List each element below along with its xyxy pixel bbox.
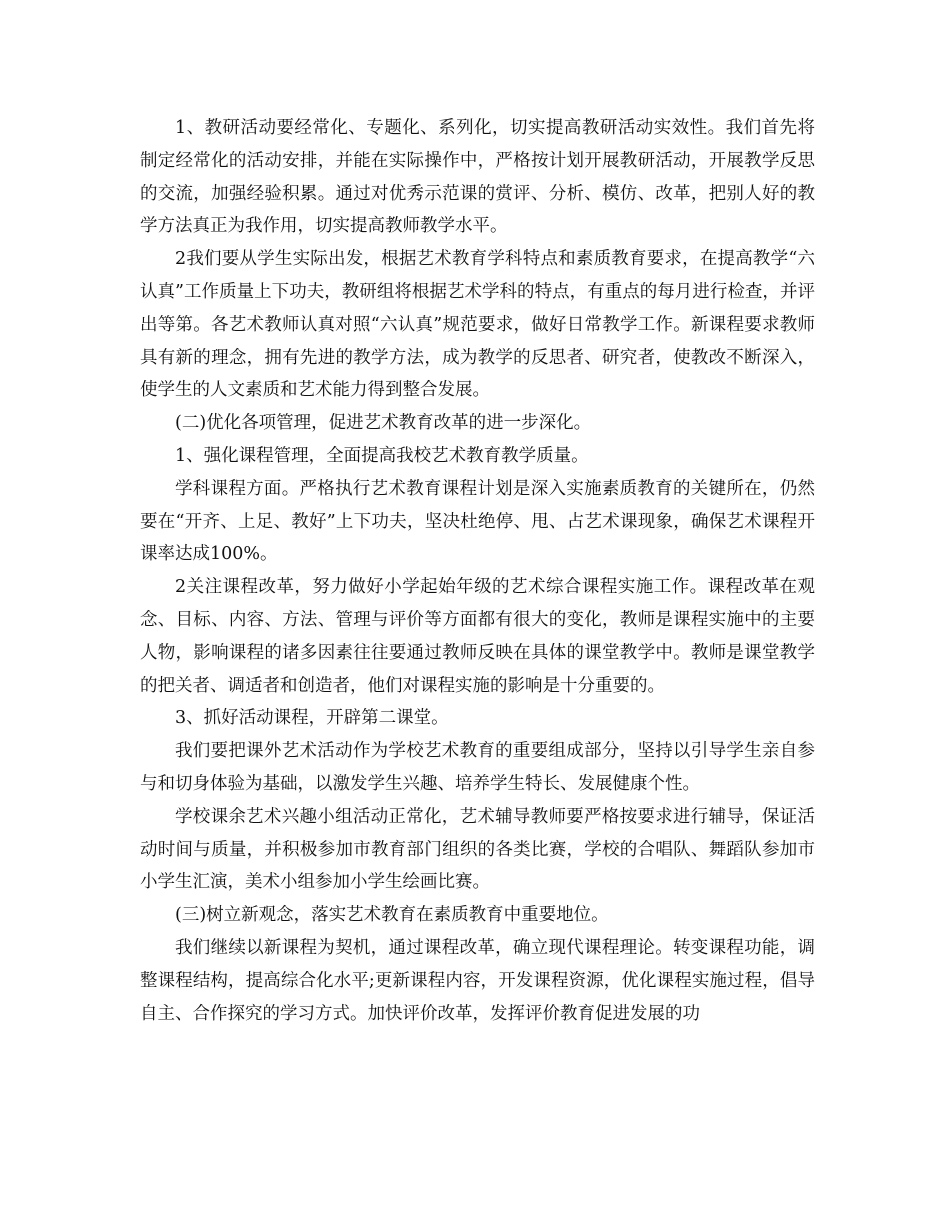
subheading-3: 3、抓好活动课程，开辟第二课堂。 [175, 708, 449, 729]
paragraph-1: 1、教研活动要经常化、专题化、系列化，切实提高教研活动实效性。我们首先将制定经常化的活动安排，并能在实际操作中，严格按计划开展教研活动，开展教学反思的交流，加强经验积累。通过对优秀示范课的赏评、分析、模仿、改革，把别人好的教学方法真正为我作用，切实提高教师教学水平。 [140, 118, 815, 237]
paragraph-4: 2关注课程改革，努力做好小学起始年级的艺术综合课程实施工作。课程改革在观念、目标、内容、方法、管理与评价等方面都有很大的变化，教师是课程实施中的主要人物，影响课程的诸多因素往往要通过教师反映在具体的课堂教学中。教师是课堂教学的把关者、调适者和创造者，他们对课程实施的影响是十分重要的。 [140, 577, 815, 696]
paragraph-5: 我们要把课外艺术活动作为学校艺术教育的重要组成部分，坚持以引导学生亲自参与和切身体验为基础，以激发学生兴趣、培养学生特长、发展健康个性。 [140, 741, 815, 794]
paragraph-6: 学校课余艺术兴趣小组活动正常化，艺术辅导教师要严格按要求进行辅导，保证活动时间与质量，并积极参加市教育部门组织的各类比赛，学校的合唱队、舞蹈队参加市小学生汇演，美术小组参加小学生绘画比赛。 [140, 806, 815, 893]
section-heading-3: (三)树立新观念，落实艺术教育在素质教育中重要地位。 [175, 905, 609, 926]
paragraph-2: 2我们要从学生实际出发，根据艺术教育学科特点和素质教育要求，在提高教学“六认真”工作质量上下功夫，教研组将根据艺术学科的特点，有重点的每月进行检查，并评出等第。各艺术教师认真对照“六认真”规范要求，做好日常教学工作。新课程要求教师具有新的理念，拥有先进的教学方法，成为教学的反思者、研究者，使教改不断深入，使学生的人文素质和艺术能力得到整合发展。 [140, 249, 815, 401]
section-heading-2: (二)优化各项管理，促进艺术教育改革的进一步深化。 [175, 413, 592, 434]
paragraph-3: 学科课程方面。严格执行艺术教育课程计划是深入实施素质教育的关键所在，仍然要在“开齐、上足、教好”上下功夫，坚决杜绝停、甩、占艺术课现象，确保艺术课程开课率达成100%。 [140, 478, 815, 565]
document-body [140, 112, 815, 1030]
paragraph-7: 我们继续以新课程为契机，通过课程改革，确立现代课程理论。转变课程功能，调整课程结构，提高综合化水平;更新课程内容，开发课程资源，优化课程实施过程，倡导自主、合作探究的学习方式。加快评价改革，发挥评价教育促进发展的功 [140, 937, 815, 1024]
subheading-1: 1、强化课程管理，全面提高我校艺术教育教学质量。 [175, 445, 589, 466]
